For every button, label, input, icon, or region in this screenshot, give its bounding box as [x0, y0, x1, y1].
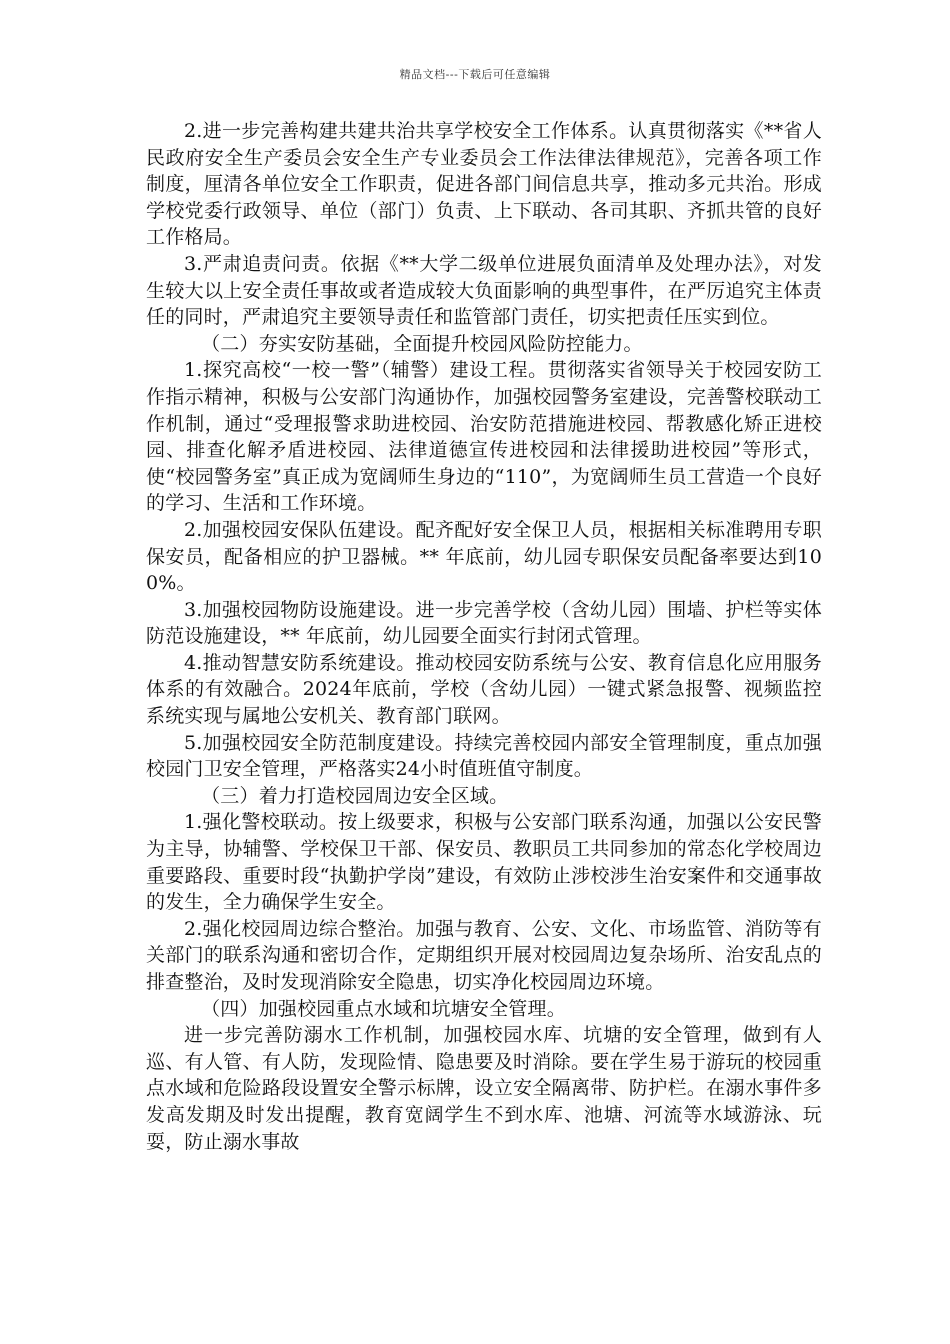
paragraph: 3.加强校园物防设施建设。进一步完善学校（含幼儿园）围墙、护栏等实体防范设施建设，** 年底前，幼儿园要全面实行封闭式管理。: [146, 598, 822, 648]
paragraph: 5.加强校园安全防范制度建设。持续完善校园内部安全管理制度，重点加强校园门卫安全管理，严格落实24小时值班值守制度。: [146, 731, 822, 781]
document-body: [146, 118, 822, 1155]
paragraph: 2.进一步完善构建共建共治共享学校安全工作体系。认真贯彻落实《**省人民政府安全生产委员会安全生产专业委员会工作法律法律规范》，完善各项工作制度，厘清各单位安全工作职责，促进各部门间信息共享，推动多元共治。形成学校党委行政领导、单位（部门）负责、上下联动、各司其职、齐抓共管的良好工作格局。: [146, 120, 822, 249]
section-heading: （二）夯实安防基础，全面提升校园风险防控能力。: [201, 332, 643, 355]
section-heading: （四）加强校园重点水域和坑塘安全管理。: [201, 997, 566, 1020]
paragraph: 4.推动智慧安防系统建设。推动校园安防系统与公安、教育信息化应用服务体系的有效融合。2024年底前，学校（含幼儿园）一键式紧急报警、视频监控系统实现与属地公安机关、教育部门联网。: [146, 651, 822, 728]
page-header: 精品文档---下载后可任意编辑: [399, 68, 551, 81]
paragraph: 进一步完善防溺水工作机制，加强校园水库、坑塘的安全管理，做到有人巡、有人管、有人防，发现险情、隐患要及时消除。要在学生易于游玩的校园重点水域和危险路段设置安全警示标牌，设立安全隔离带、防护栏。在溺水事件多发高发期及时发出提醒，教育宽阔学生不到水库、池塘、河流等水域游泳、玩耍，防止溺水事故: [146, 1024, 822, 1153]
paragraph: 1.探究高校“一校一警”（辅警）建设工程。贯彻落实省领导关于校园安防工作指示精神，积极与公安部门沟通协作，加强校园警务室建设，完善警校联动工作机制，通过“受理报警求助进校园、治安防范措施进校园、帮教感化矫正进校园、排查化解矛盾进校园、法律道德宣传进校园和法律援助进校园”等形式，使“校园警务室”真正成为宽阔师生身边的“110”，为宽阔师生员工营造一个良好的学习、生活和工作环境。: [146, 359, 822, 515]
section-heading: （三）着力打造校园周边安全区域。: [201, 784, 509, 807]
paragraph: 3.严肃追责问责。依据《**大学二级单位进展负面清单及处理办法》，对发生较大以上安全责任事故或者造成较大负面影响的典型事件，在严厉追究主体责任的同时，严肃追究主要领导责任和监管部门责任，切实把责任压实到位。: [146, 252, 822, 329]
paragraph: 2.加强校园安保队伍建设。配齐配好安全保卫人员，根据相关标准聘用专职保安员，配备相应的护卫器械。** 年底前，幼儿园专职保安员配备率要达到100%。: [146, 518, 822, 595]
paragraph: 1.强化警校联动。按上级要求，积极与公安部门联系沟通，加强以公安民警为主导，协辅警、学校保卫干部、保安员、教职员工共同参加的常态化学校周边重要路段、重要时段“执勤护学岗”建设，有效防止涉校涉生治安案件和交通事故的发生，全力确保学生安全。: [146, 811, 822, 914]
paragraph: 2.强化校园周边综合整治。加强与教育、公安、文化、市场监管、消防等有关部门的联系沟通和密切合作，定期组织开展对校园周边复杂场所、治安乱点的排查整治，及时发现消除安全隐患，切实净化校园周边环境。: [146, 917, 822, 993]
